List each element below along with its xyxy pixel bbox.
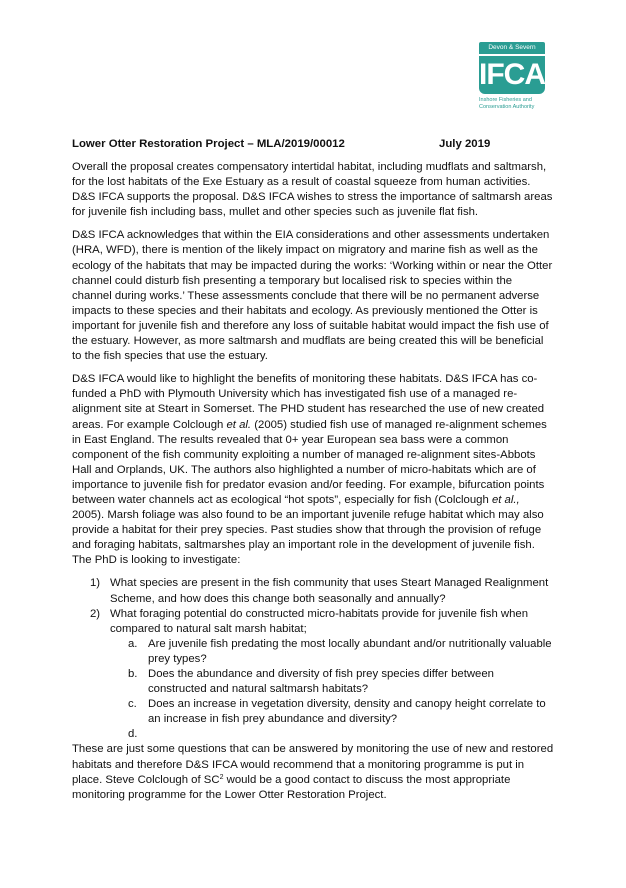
research-subquestions <box>72 637 554 743</box>
paragraph-proposal: Overall the proposal creates compensatory intertidal habitat, including mudflats and saltmarsh, for the lost habitats of the Exe Estuary as a result of coastal squeeze from human activities. D&S IFCA supports the proposal. D&S IFCA wishes to stress the importance of saltmarsh areas for juvenile fish including bass, mullet and other species such as juvenile flat fish. <box>72 161 553 219</box>
document-body <box>72 160 554 811</box>
list-item: c. Does an increase in vegetation diversity, density and canopy height correlate to an increase in fish prey abundance and diversity? <box>128 698 546 726</box>
list-item: 2) What foraging potential do constructed micro-habitats provide for juvenile fish when compared to natural salt marsh habitat; <box>90 607 529 635</box>
document-title: Lower Otter Restoration Project – MLA/2019/00012 <box>72 138 345 150</box>
logo-region-label: Devon & Severn <box>479 42 545 54</box>
paragraph-closing: These are just some questions that can be answered by monitoring the use of new and restored habitats and therefore D&S IFCA would recommend that a monitoring programme is put in place. Steve Colclough of $SC^2$ would be a good contact to discuss the most appropriate monitoring programme for the Lower Otter Restoration Project. <box>72 743 554 801</box>
paragraph-eia: D&S IFCA acknowledges that within the EIA considerations and other assessments undertaken (HRA, WFD), there is mention of the likely impact on migratory and marine fish as well as the ecology of the habitats that may be impacted during the works: ‘Working within or near the Otter channel could disturb fish presenting a temporary but localised risk to species within the channel during works.’ These assessments conclude that there will be no permanent adverse impacts to these species and their habitats and ecology. As previously mentioned the Otter is important for juvenile fish and therefore any loss of suitable habitat would impact the fish use of the estuary. However, as more saltmarsh and mudflats are being created this will be beneficial to the fish species that use the estuary. <box>72 229 553 363</box>
logo-wordmark: IFCA <box>479 56 545 94</box>
logo-subtitle: Inshore Fisheries and Conservation Authority <box>479 97 535 110</box>
list-item: 1) What species are present in the fish community that uses Steart Managed Realignment Scheme, and how does this change both seasonally and annually? <box>90 577 549 605</box>
list-item: b. Does the abundance and diversity of fish prey species differ between constructed and natural saltmarsh habitats? <box>128 668 494 696</box>
research-questions <box>72 576 554 636</box>
paragraph-monitoring: D&S IFCA would like to highlight the benefits of monitoring these habitats. D&S IFCA has co-funded a PhD with Plymouth University which has investigated fish use of a managed re-alignment site at Steart in Somerset. The PHD student has researched the use of new created areas. For example Colclough et al. (2005) studied fish use of managed re-alignment schemes in East England. The results revealed that 0+ year European sea bass were a common component of the fish community exploiting a number of managed re-alignment sites-Abbots Hall and Orplands, UK. The authors also highlighted a number of micro-habitats which are of importance to juvenile fish for predator evasion and/or feeding. For example, bifurcation points between water channels act as ecological “hot spots”, especially for fish (Colclough et al., 2005). Marsh foliage was also found to be an important juvenile refuge habitat which may also provide a habitat for their prey species. Past studies show that through the provision of refuge and foraging habitats, saltmarshes play an important role in the development of juvenile fish. The PhD is looking to investigate: <box>72 373 547 567</box>
document-date: July 2019 <box>439 138 491 150</box>
ifca-logo <box>479 42 551 116</box>
list-item: a. Are juvenile fish predating the most locally abundant and/or nutritionally valuable prey types? <box>128 637 552 665</box>
list-item: d. <box>128 728 138 741</box>
document-header <box>72 138 542 150</box>
